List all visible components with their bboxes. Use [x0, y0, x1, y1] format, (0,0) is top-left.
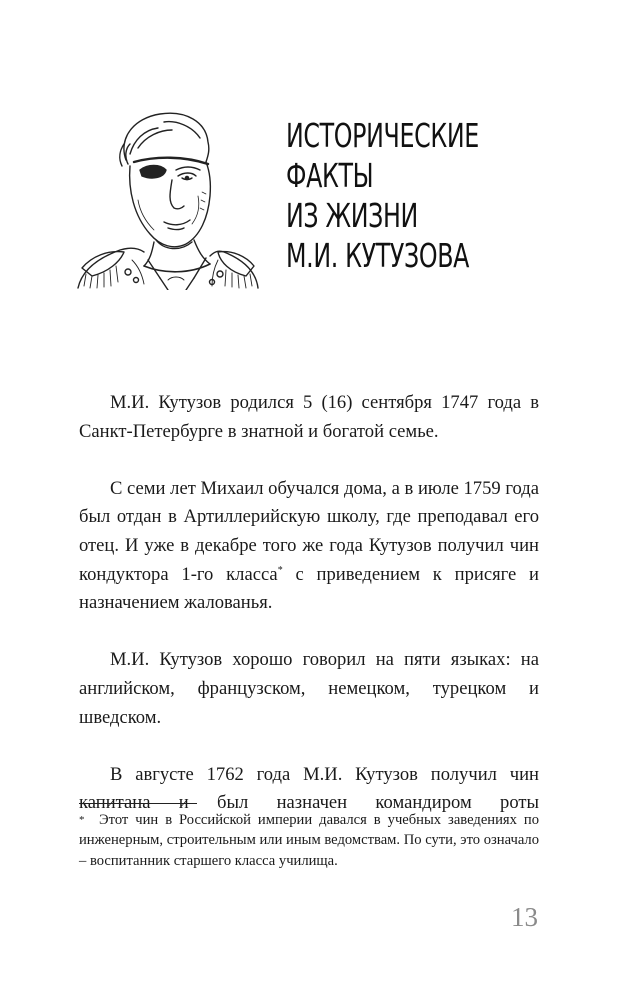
body-text [79, 389, 539, 818]
chapter-title-line: ИСТОРИЧЕСКИЕ [286, 116, 479, 155]
paragraph-text: с приведением к присяге и назначением жалованья. [79, 563, 539, 614]
footnote [79, 810, 539, 871]
paragraph: В августе 1762 года М.И. Кутузов получил чин капитана и был назначен командиром роты [79, 763, 539, 814]
chapter-title-line: ФАКТЫ [286, 156, 374, 195]
page-number: 13 [511, 902, 538, 932]
chapter-title-line: М.И. КУТУЗОВА [286, 236, 470, 275]
paragraph: М.И. Кутузов хорошо говорил на пяти языках: на английском, французском, немецком, турецком и шведском. [79, 649, 539, 728]
footnote-text: Этот чин в Российской империи давался в учебных заведениях по инженерным, строительным или иным ведомствам. По сути, это означало – воспитанник старшего класса училища. [79, 812, 539, 869]
paragraph: М.И. Кутузов родился 5 (16) сентября 1747 года в Санкт-Петербурге в знатной и богатой семье. [79, 392, 539, 442]
footnote-divider [79, 803, 197, 804]
paragraph [79, 475, 539, 618]
chapter-title-line: ИЗ ЖИЗНИ [286, 196, 418, 235]
paragraph-text: С семи лет Михаил обучался дома, а в июле 1759 года был отдан в Артиллерийскую школу, где преподавал его отец. И уже в декабре того же года Кутузов получил чин кондуктора 1-го класса [79, 477, 539, 585]
footnote-reference: * [277, 564, 283, 576]
kutuzov-portrait-icon [68, 100, 268, 290]
chapter-title [286, 116, 502, 276]
footnote-mark: * [79, 814, 85, 826]
